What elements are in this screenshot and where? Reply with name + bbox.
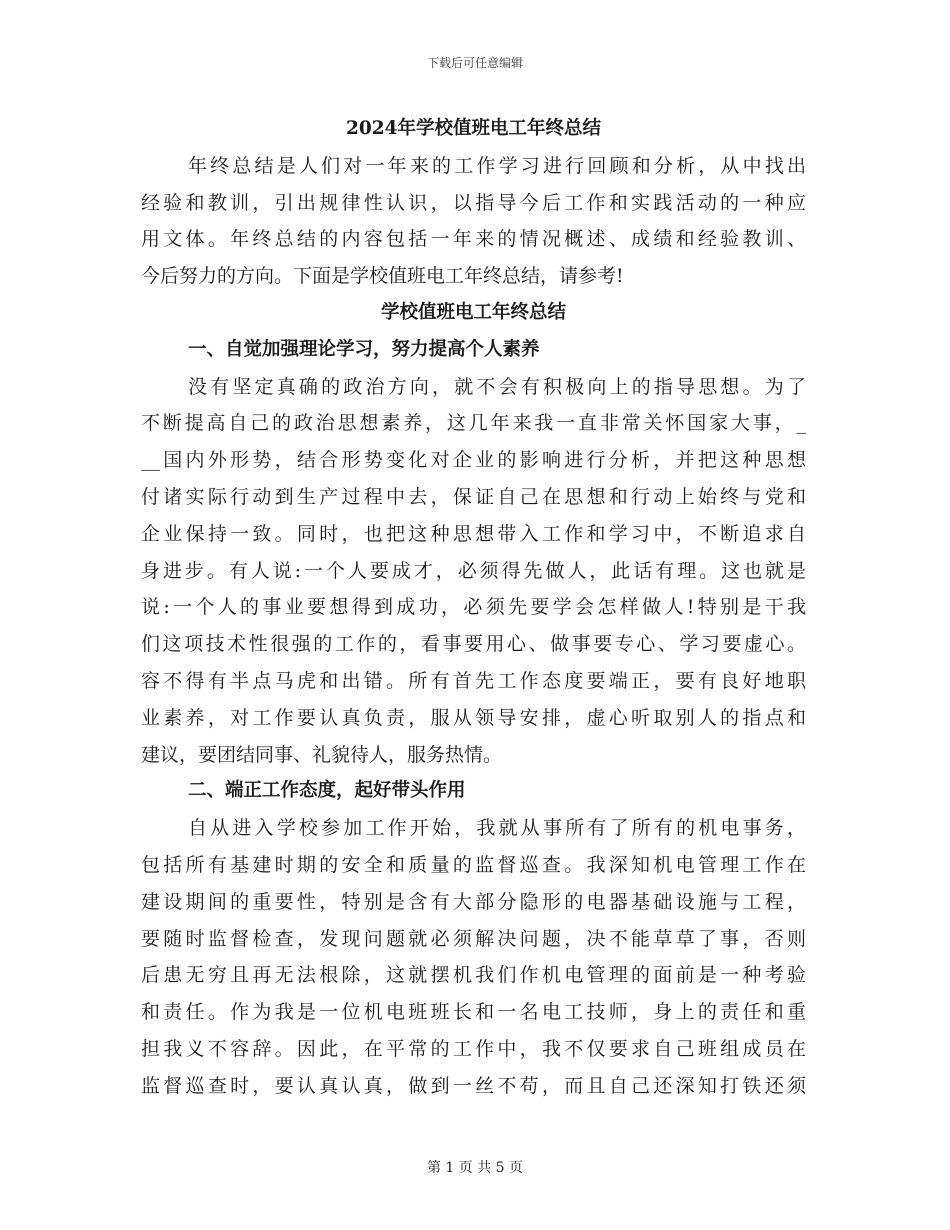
section1-line: 建议，要团结同事、礼貌待人，服务热情。 — [141, 743, 503, 766]
intro-line: 年终总结是人们对一年来的工作学习进行回顾和分析，从中找出 — [188, 154, 806, 177]
section-heading-2: 二、端正工作态度，起好带头作用 — [188, 780, 466, 802]
section1-line: __国内外形势，结合形势变化对企业的影响进行分析，并把这种思想 — [141, 449, 806, 472]
section2-line: 和责任。作为我是一位机电班班长和一名电工技师，身上的责任和重 — [141, 1001, 806, 1024]
section1-line: 业素养，对工作要认真负责，服从领导安排，虚心听取别人的指点和 — [141, 706, 806, 729]
document-subtitle: 学校值班电工年终总结 — [380, 301, 566, 323]
section1-line: 付诸实际行动到生产过程中去，保证自己在思想和行动上始终与党和 — [141, 485, 806, 508]
section2-line: 自从进入学校参加工作开始，我就从事所有了所有的机电事务， — [188, 817, 806, 840]
section1-line: 容不得有半点马虎和出错。所有首先工作态度要端正，要有良好地职 — [141, 669, 806, 692]
document-title: 2024年学校值班电工年终总结 — [346, 118, 601, 139]
section1-line: 说:一个人的事业要想得到成功，必须先要学会怎样做人!特别是干我 — [141, 596, 806, 619]
intro-line: 用文体。年终总结的内容包括一年来的情况概述、成绩和经验教训、 — [141, 228, 806, 251]
section1-line: 们这项技术性很强的工作的，看事要用心、做事要专心、学习要虚心。 — [141, 633, 806, 656]
intro-line: 今后努力的方向。下面是学校值班电工年终总结，请参考! — [141, 265, 624, 288]
section2-line: 建设期间的重要性，特别是含有大部分隐形的电器基础设施与工程， — [141, 890, 806, 913]
section1-line: 没有坚定真确的政治方向，就不会有积极向上的指导思想。为了 — [188, 375, 806, 398]
section2-line: 担我义不容辞。因此，在平常的工作中，我不仅要求自己班组成员在 — [141, 1037, 806, 1060]
page-header-note: 下载后可任意编辑 — [426, 56, 523, 70]
document-body — [141, 111, 806, 1105]
section2-line: 监督巡查时，要认真认真，做到一丝不苟，而且自己还深知打铁还须 — [141, 1074, 806, 1097]
section-heading-1: 一、自觉加强理论学习，努力提高个人素养 — [188, 338, 540, 360]
section1-line: 不断提高自己的政治思想素养，这几年来我一直非常关怀国家大事，_ — [141, 412, 806, 435]
section1-line: 身进步。有人说:一个人要成才，必须得先做人，此话有理。这也就是 — [141, 559, 806, 582]
page-footer-number: 第 1 页 共 5 页 — [426, 1160, 524, 1176]
section2-line: 要随时监督检查，发现问题就必须解决问题，决不能草草了事，否则 — [141, 927, 806, 950]
section1-line: 企业保持一致。同时，也把这种思想带入工作和学习中，不断追求自 — [141, 522, 806, 545]
intro-line: 经验和教训，引出规律性认识，以指导今后工作和实践活动的一种应 — [141, 191, 806, 214]
section2-line: 包括所有基建时期的安全和质量的监督巡查。我深知机电管理工作在 — [141, 853, 806, 876]
section2-line: 后患无穷且再无法根除，这就摆机我们作机电管理的面前是一种考验 — [141, 964, 806, 987]
